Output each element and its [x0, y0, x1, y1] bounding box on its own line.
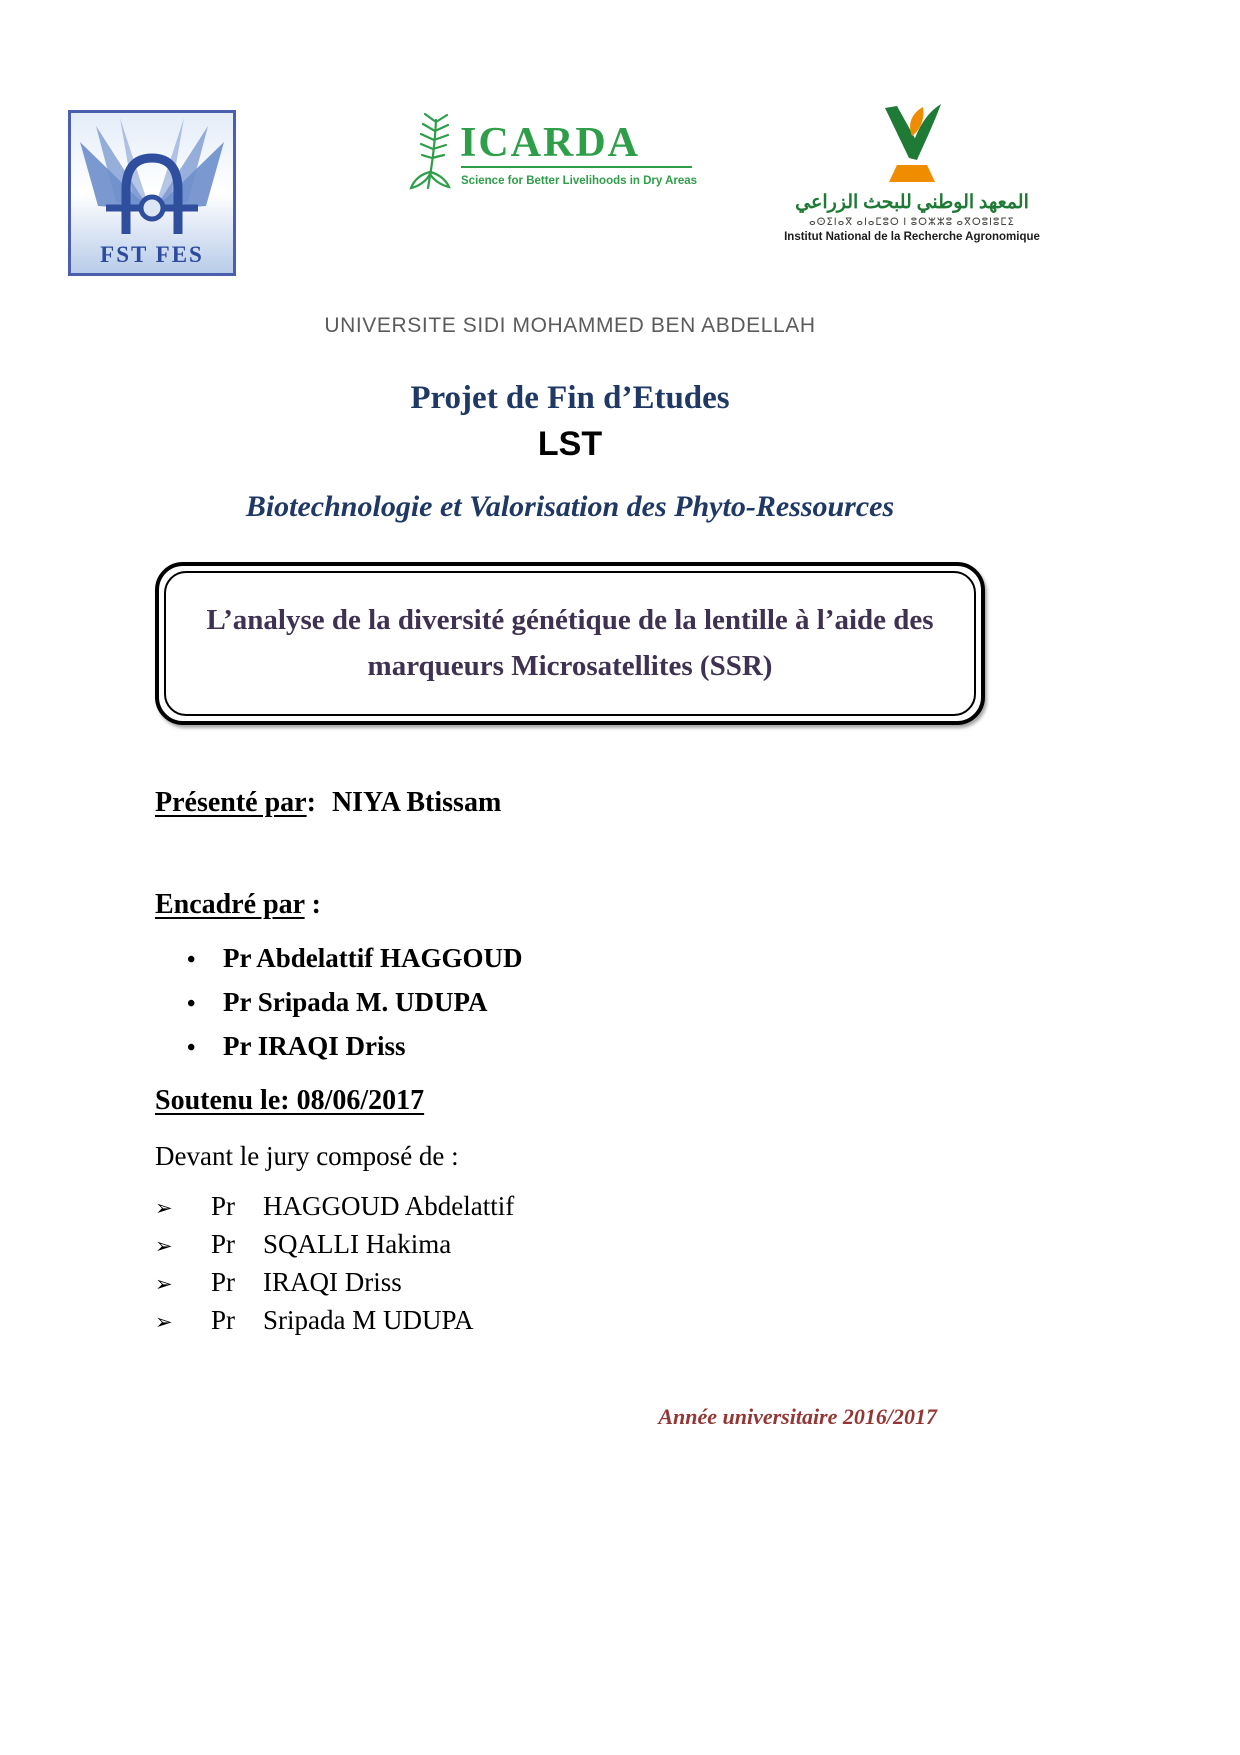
inra-emblem-icon — [867, 102, 957, 187]
inra-tifinagh-name: ⴰⵙⵉⵏⴰⴳ ⴰⵏⴰⵎⵓⵔ ⵏ ⵓⵔⵣⵣⵓ ⴰⴳⵔⵓⵏⵓⵎⵉ — [809, 217, 1015, 228]
inra-arabic-name: المعهد الوطني للبحث الزراعي — [795, 192, 1029, 213]
jury-member-title: Pr — [211, 1190, 236, 1221]
supervisor-name: Pr Sripada M. UDUPA — [223, 986, 488, 1017]
arrow-bullet-icon: ➢ — [155, 1309, 173, 1334]
icarda-wordmark: ICARDA — [460, 120, 640, 166]
list-item — [155, 937, 985, 981]
arrow-bullet-icon: ➢ — [155, 1195, 173, 1220]
presented-by-label: Présenté par — [155, 786, 307, 818]
thesis-title-box — [155, 562, 985, 725]
academic-year: Année universitaire 2016/2017 — [658, 1403, 937, 1429]
list-item — [155, 1302, 985, 1340]
list-item — [155, 981, 985, 1025]
jury-member-name: SQALLI Hakima — [263, 1228, 452, 1259]
fst-fes-logo — [68, 110, 236, 276]
author-name: NIYA Btissam — [331, 786, 502, 818]
supervisors-list — [155, 937, 985, 1069]
defense-date: Soutenu le: 08/06/2017 — [155, 1084, 425, 1116]
fst-fes-label: FST FES — [100, 242, 204, 267]
bullet-icon: • — [187, 990, 196, 1017]
presented-by-colon: : — [306, 786, 316, 818]
list-item — [155, 1025, 985, 1069]
defense-date-line — [155, 1085, 985, 1117]
list-item — [155, 1264, 985, 1302]
inra-logo — [784, 102, 1040, 243]
supervised-by-colon: : — [304, 888, 321, 920]
bullet-icon: • — [187, 946, 196, 973]
list-item — [155, 1226, 985, 1264]
supervised-by-line — [155, 889, 985, 921]
jury-member-title: Pr — [211, 1304, 236, 1335]
program-title: Biotechnologie et Valorisation des Phyto-Ressources — [245, 490, 895, 523]
jury-member-title: Pr — [211, 1228, 236, 1259]
content-column — [155, 314, 985, 1430]
thesis-title: L’analyse de la diversité génétique de la lentille à l’aide des marqueurs Microsatellites (SSR) — [206, 604, 934, 683]
thesis-title-box-inner — [164, 571, 976, 716]
arrow-bullet-icon: ➢ — [155, 1233, 173, 1258]
bullet-icon: • — [187, 1034, 196, 1061]
university-name: UNIVERSITE SIDI MOHAMMED BEN ABDELLAH — [324, 314, 816, 337]
project-type-title: Projet de Fin d’Etudes — [410, 380, 730, 416]
supervisor-name: Pr IRAQI Driss — [223, 1030, 406, 1061]
arrow-bullet-icon: ➢ — [155, 1271, 173, 1296]
inra-french-name: Institut National de la Recherche Agronomique — [784, 231, 1040, 243]
jury-member-name: IRAQI Driss — [263, 1266, 402, 1297]
logos-row — [0, 0, 1240, 296]
icarda-wheat-icon — [400, 112, 700, 196]
presented-by-line — [155, 787, 985, 819]
jury-member-name: HAGGOUD Abdelattif — [263, 1190, 515, 1221]
jury-intro: Devant le jury composé de : — [155, 1140, 459, 1171]
icarda-logo — [400, 112, 700, 196]
jury-member-name: Sripada M UDUPA — [263, 1304, 474, 1335]
jury-list — [155, 1188, 985, 1340]
supervisor-name: Pr Abdelattif HAGGOUD — [223, 942, 523, 973]
fst-fes-emblem-icon — [68, 110, 236, 276]
supervised-by-label: Encadré par — [155, 888, 305, 920]
icarda-tagline: Science for Better Livelihoods in Dry Areas — [461, 175, 698, 187]
jury-member-title: Pr — [211, 1266, 236, 1297]
degree-title: LST — [537, 425, 603, 463]
list-item — [155, 1188, 985, 1226]
